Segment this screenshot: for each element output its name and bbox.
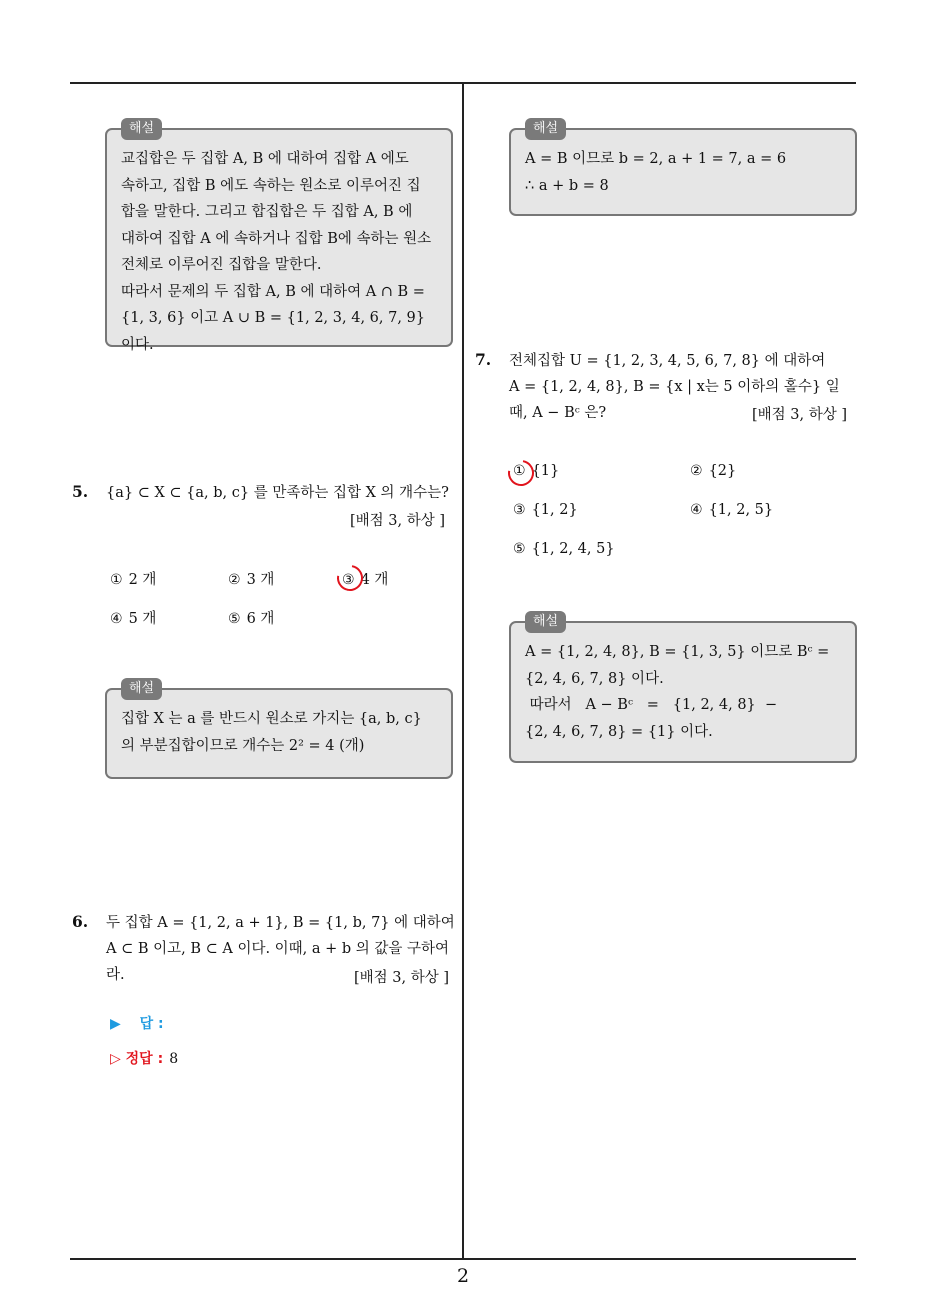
solution-line: 따라서 문제의 두 집합 A, B 에 대하여 A ∩ B = [121, 283, 425, 300]
question-meta: [배점 3, 하상 ] [350, 513, 446, 529]
solution-line: {2, 4, 6, 7, 8} = {1} 이다. [525, 723, 713, 740]
question-meta: [배점 3, 하상 ] [354, 970, 450, 986]
choice-text: 4 개 [360, 572, 389, 588]
solution-box-q7 [509, 614, 857, 763]
question-line: 전체집합 U = {1, 2, 3, 4, 5, 6, 7, 8} 에 대하여 [509, 353, 826, 369]
choice-marker: ④ [690, 502, 703, 518]
choice-marker: ① [110, 572, 123, 588]
solution-line: 대하여 집합 A 에 속하거나 집합 B에 속하는 원소 [121, 230, 432, 247]
choice-4[interactable] [690, 502, 773, 518]
solution-box-q6 [509, 121, 857, 216]
choice-marker: ② [228, 572, 241, 588]
choice-text: {1, 2} [531, 502, 578, 518]
choice-1[interactable] [110, 568, 156, 589]
choice-text: {1, 2, 5} [708, 502, 774, 518]
choice-2[interactable] [228, 568, 274, 589]
solution-tag: 해설 [525, 611, 566, 633]
solution-line: 전체로 이루어진 집합을 말한다. [121, 257, 322, 273]
play-arrow-icon: ▶ [110, 1016, 121, 1032]
choice-marker: ⑤ [513, 541, 526, 557]
solution-line: 따라서 A − Bᶜ = {1, 2, 4, 8} − [525, 697, 778, 713]
choice-marker: ③ [513, 502, 526, 518]
question-line: A ⊂ B 이고, B ⊂ A 이다. 이때, a + b 의 값을 구하여 [106, 941, 450, 957]
question-number: 5. [72, 482, 89, 501]
solution-line: {1, 3, 6} 이고 A ∪ B = {1, 2, 3, 4, 6, 7, 9} 이다. [121, 310, 425, 353]
choice-marker: ② [690, 463, 703, 479]
choice-marker: ③ [342, 572, 355, 588]
choice-text: {2} [708, 463, 737, 479]
question-line: 두 집합 A = {1, 2, a + 1}, B = {1, b, 7} 에 대하여 [106, 915, 455, 931]
solution-line: 의 부분집합이므로 개수는 2² = 4 (개) [121, 737, 365, 754]
correct-answer-row [110, 1048, 178, 1068]
question-line: 때, A − Bᶜ 은? [509, 405, 607, 421]
solution-box-q5 [105, 681, 453, 779]
solution-line: 집합 X 는 a 를 반드시 원소로 가지는 {a, b, c} [121, 711, 422, 727]
choice-marker: ① [513, 463, 526, 479]
question-text: {a} ⊂ X ⊂ {a, b, c} 를 만족하는 집합 X 의 개수는? [106, 485, 449, 501]
choice-text: 2 개 [128, 572, 157, 588]
solution-line: 속하고, 집합 B 에도 속하는 원소로 이루어진 집 [121, 177, 421, 194]
choice-2[interactable] [690, 463, 736, 479]
correct-label: 정답 : [125, 1051, 164, 1067]
outline-arrow-icon: ▷ [110, 1051, 121, 1067]
answer-input-row[interactable] [110, 1013, 164, 1033]
choice-text: 3 개 [246, 572, 275, 588]
choice-marker: ④ [110, 611, 123, 627]
choice-4[interactable] [110, 607, 156, 628]
choice-text: 5 개 [128, 611, 157, 627]
choice-marker: ⑤ [228, 611, 241, 627]
question-line: A = {1, 2, 4, 8}, B = {x | x는 5 이하의 홀수} 일 [509, 379, 840, 395]
solution-line: A = {1, 2, 4, 8}, B = {1, 3, 5} 이므로 Bᶜ = [525, 644, 830, 660]
solution-line: ∴ a + b = 8 [525, 177, 609, 194]
solution-tag: 해설 [121, 118, 162, 140]
solution-box-q4 [105, 121, 453, 353]
question-number: 6. [72, 912, 89, 931]
solution-line: 합을 말한다. 그리고 합집합은 두 집합 A, B 에 [121, 204, 413, 220]
answer-circle-mark [503, 455, 539, 491]
question-line: 라. [106, 967, 125, 983]
correct-value: 8 [169, 1051, 179, 1067]
solution-tag: 해설 [121, 678, 162, 700]
choice-3[interactable] [513, 502, 578, 518]
question-meta: [배점 3, 하상 ] [752, 407, 848, 423]
answer-circle-mark [332, 560, 368, 596]
solution-line: {2, 4, 6, 7, 8} 이다. [525, 670, 664, 687]
choice-5[interactable] [513, 541, 615, 557]
choice-5[interactable] [228, 607, 274, 628]
column-divider [462, 83, 464, 1259]
solution-tag: 해설 [525, 118, 566, 140]
choice-text: {1} [531, 463, 560, 479]
solution-line: A = B 이므로 b = 2, a + 1 = 7, a = 6 [525, 151, 787, 167]
answer-label: 답 : [139, 1016, 164, 1032]
choice-text: {1, 2, 4, 5} [531, 541, 615, 557]
choice-text: 6 개 [246, 611, 275, 627]
page-number: 2 [456, 1265, 470, 1287]
question-number: 7. [475, 350, 492, 369]
bottom-rule [70, 1258, 856, 1260]
solution-line: 교집합은 두 집합 A, B 에 대하여 집합 A 에도 [121, 151, 409, 167]
